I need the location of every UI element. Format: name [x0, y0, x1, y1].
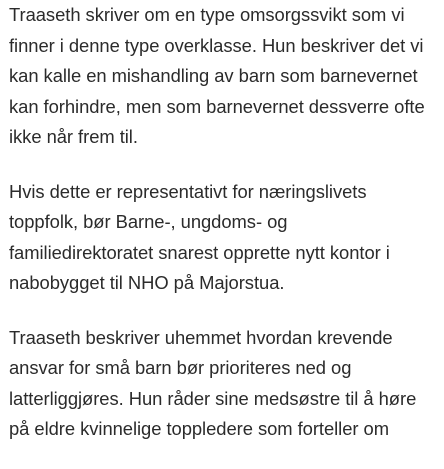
article-body [9, 0, 441, 469]
text-line: finner i denne type overklasse. Hun beskriver det vi [9, 34, 424, 56]
text-line: Traaseth beskriver uhemmet hvordan krevende [9, 326, 393, 348]
text-line: familiedirektoratet snarest opprette nytt kontor i [9, 241, 390, 263]
text-line: kan forhindre, men som barnevernet dessverre ofte [9, 95, 425, 117]
paragraph-3 [9, 323, 441, 445]
text-line: på eldre kvinnelige toppledere som forteller om [9, 418, 389, 439]
text-line: ikke når frem til. [9, 126, 138, 147]
paragraph-2 [9, 177, 441, 299]
text-line: kan kalle en mishandling av barn som barnevernet [9, 65, 418, 86]
text-line: nabobygget til NHO på Majorstua. [9, 272, 285, 293]
text-line: toppfolk, bør Barne-, ungdoms- og [9, 211, 288, 232]
text-line: latterliggjøres. Hun råder sine medsøstre til å høre [9, 387, 417, 409]
paragraph-1 [9, 0, 441, 153]
text-line: Hvis dette er representativt for næringslivets [9, 180, 367, 202]
text-line: Traaseth skriver om en type omsorgssvikt som vi [9, 4, 405, 25]
text-line: ansvar for små barn bør prioriteres ned og [9, 357, 352, 378]
